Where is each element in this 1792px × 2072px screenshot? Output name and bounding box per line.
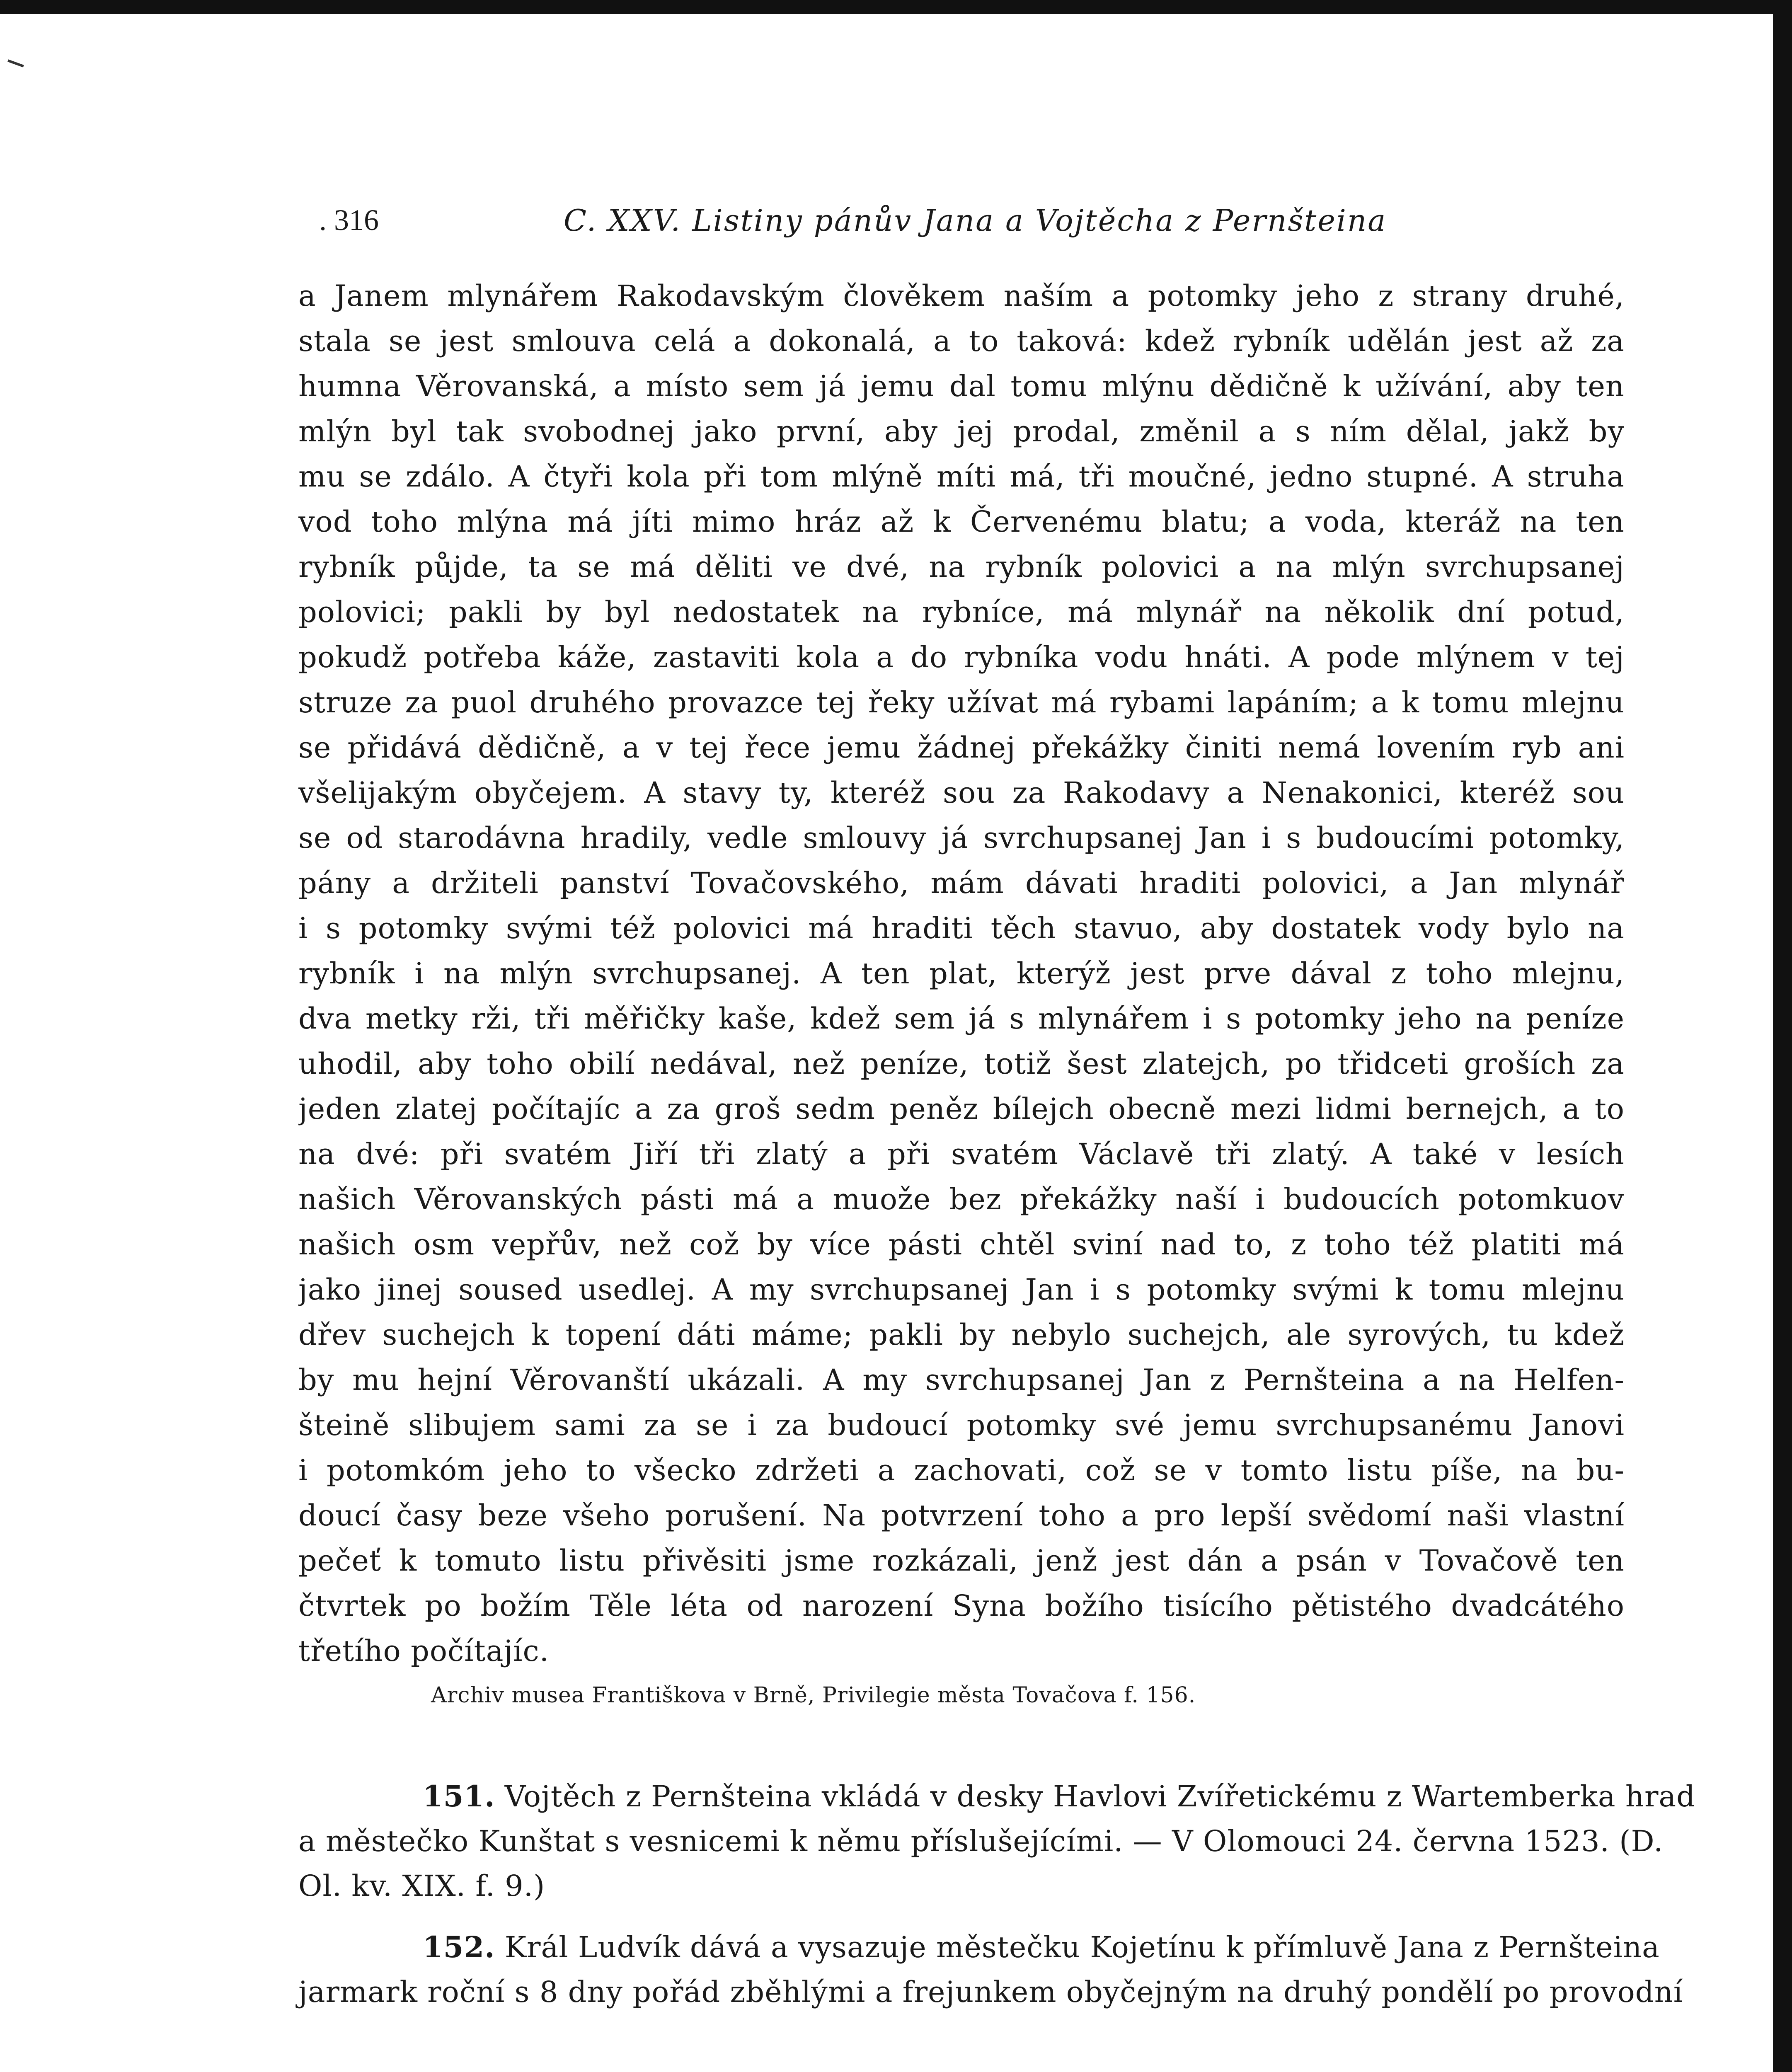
- text-line: humna Věrovanská, a místo sem já jemu dal tomu mlýnu dědičně k užívání, aby ten: [298, 369, 1625, 403]
- text-line: na dvé: při svatém Jiří tři zlatý a při svatém Václavě tři zlatý. A také v lesích: [298, 1137, 1625, 1171]
- text-line: stala se jest smlouva celá a dokonalá, a to taková: kdež rybník udělán jest až za: [298, 324, 1625, 358]
- text-line: dřev suchejch k topení dáti máme; pakli by nebylo suchejch, ale syrových, tu kdež: [298, 1318, 1625, 1352]
- scan-border-right: [1773, 0, 1792, 2072]
- text-line: všelijakým obyčejem. A stavy ty, kteréž sou za Rakodavy a Nenakonici, kteréž sou: [298, 776, 1625, 810]
- scan-mark: [7, 59, 24, 67]
- text-line: čtvrtek po božím Těle léta od narození Syna božího tisícího pětistého dvadcátého: [298, 1589, 1625, 1623]
- entry-line: [298, 1774, 1695, 1819]
- text-line: polovici; pakli by byl nedostatek na rybníce, má mlynář na několik dní potud,: [298, 595, 1625, 629]
- entry-line: jarmark roční s 8 dny pořád zběhlými a frejunkem obyčejným na druhý pondělí po provodní: [298, 1975, 1683, 2009]
- text-line: by mu hejní Věrovanští ukázali. A my svrchupsanej Jan z Pernšteina a na Helfen-: [298, 1363, 1625, 1397]
- entry-line: [298, 1925, 1660, 1970]
- text-line: se od starodávna hradily, vedle smlouvy já svrchupsanej Jan i s budoucími potomky,: [298, 821, 1625, 855]
- source-note: Archiv musea Františkova v Brně, Privilegie města Tovačova f. 156.: [431, 1683, 1196, 1708]
- text-line: struze za puol druhého provazce tej řeky užívat má rybami lapáním; a k tomu mlejnu: [298, 685, 1625, 719]
- entry-number: 151.: [423, 1779, 495, 1813]
- running-title: C. XXV. Listiny pánův Jana a Vojtěcha z Pernšteina: [564, 203, 1387, 238]
- text-line: pokudž potřeba káže, zastaviti kola a do rybníka vodu hnáti. A pode mlýnem v tej: [298, 640, 1625, 674]
- text-line: pečeť k tomuto listu přivěsiti jsme rozkázali, jenž jest dán a psán v Tovačově ten: [298, 1544, 1625, 1578]
- text-line: našich Věrovanských pásti má a muože bez překážky naší i budoucích potomkuov: [298, 1182, 1625, 1216]
- entry-number: 152.: [423, 1930, 495, 1964]
- text-line: dva metky rži, tři měřičky kaše, kdež sem já s mlynářem i s potomky jeho na peníze: [298, 1002, 1625, 1036]
- entry-text: Král Ludvík dává a vysazuje městečku Kojetínu k přímluvě Jana z Pernšteina: [504, 1930, 1660, 1964]
- entry-152: [298, 1925, 1683, 2014]
- text-line: doucí časy beze všeho porušení. Na potvrzení toho a pro lepší svědomí naši vlastní: [298, 1498, 1625, 1532]
- text-line: šteině slibujem sami za se i za budoucí potomky své jemu svrchupsanému Janovi: [298, 1408, 1625, 1442]
- scan-border-top: [0, 0, 1792, 14]
- text-line: jako jinej soused usedlej. A my svrchupsanej Jan i s potomky svými k tomu mlejnu: [298, 1273, 1625, 1307]
- text-line: našich osm vepřův, než což by více pásti chtěl sviní nad to, z toho též platiti má: [298, 1227, 1625, 1261]
- entry-line: Ol. kv. XIX. f. 9.): [298, 1869, 545, 1903]
- page-number: . 316: [319, 203, 379, 237]
- text-line: mlýn byl tak svobodnej jako první, aby jej prodal, změnil a s ním dělal, jakž by: [298, 414, 1625, 448]
- text-line: mu se zdálo. A čtyři kola při tom mlýně míti má, tři moučné, jedno stupné. A struha: [298, 460, 1625, 494]
- text-line: pány a držiteli panství Tovačovského, mám dávati hraditi polovici, a Jan mlynář: [298, 866, 1625, 900]
- text-line: vod toho mlýna má jíti mimo hráz až k Červenému blatu; a voda, kteráž na ten: [298, 505, 1625, 539]
- entry-text: Vojtěch z Pernšteina vkládá v desky Havlovi Zvířetickému z Wartemberka hrad: [504, 1779, 1695, 1813]
- book-page: [298, 203, 1695, 2014]
- text-line: se přidává dědičně, a v tej řece jemu žádnej překážky činiti nemá lovením ryb ani: [298, 731, 1625, 765]
- text-line: rybník i na mlýn svrchupsanej. A ten plat, kterýž jest prve dával z toho mlejnu,: [298, 956, 1625, 990]
- text-line: i potomkóm jeho to všecko zdržeti a zachovati, což se v tomto listu píše, na bu-: [298, 1453, 1625, 1487]
- entry-line: a městečko Kunštat s vesnicemi k němu příslušejícími. — V Olomouci 24. června 1523. (D.: [298, 1824, 1664, 1858]
- text-line: uhodil, aby toho obilí nedával, než peníze, totiž šest zlatejch, po třidceti groších za: [298, 1047, 1625, 1081]
- text-line: třetího počítajíc.: [298, 1634, 549, 1668]
- text-line: rybník půjde, ta se má děliti ve dvé, na rybník polovici a na mlýn svrchupsanej: [298, 550, 1625, 584]
- entry-151: [298, 1774, 1695, 1908]
- text-line: jeden zlatej počítajíc a za groš sedm peněz bílejch obecně mezi lidmi bernejch, a to: [298, 1092, 1625, 1126]
- text-line: i s potomky svými též polovici má hraditi těch stavuo, aby dostatek vody bylo na: [298, 911, 1625, 945]
- text-line: a Janem mlynářem Rakodavským člověkem naším a potomky jeho z strany druhé,: [298, 279, 1625, 313]
- document-body: [298, 274, 1625, 1674]
- page-header: [298, 203, 1625, 249]
